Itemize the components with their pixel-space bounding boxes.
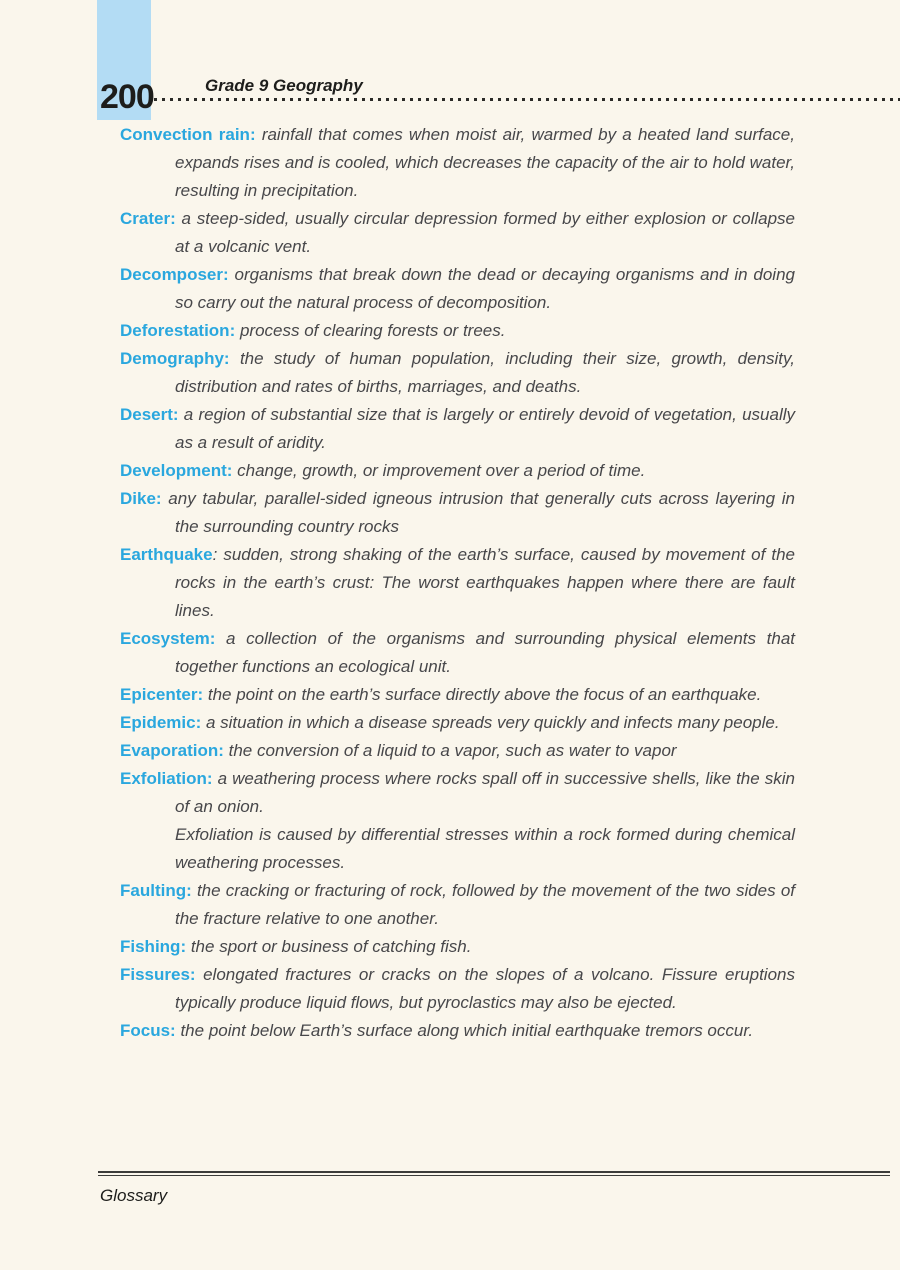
- glossary-entry: Faulting: the cracking or fracturing of rock, followed by the movement of the two sides of the fracture relative to one another.: [120, 881, 795, 928]
- glossary-entry: Decomposer: organisms that break down the dead or decaying organisms and in doing so carry out the natural process of decomposition.: [120, 265, 795, 312]
- glossary-entry: Deforestation: process of clearing forests or trees.: [120, 321, 506, 340]
- glossary-term: Focus:: [120, 1021, 176, 1040]
- glossary-entry: Evaporation: the conversion of a liquid to a vapor, such as water to vapor: [120, 741, 677, 760]
- glossary-term: Fissures:: [120, 965, 196, 984]
- page-title: Grade 9 Geography: [205, 76, 363, 95]
- glossary-term: Epidemic:: [120, 713, 202, 732]
- glossary-term: Evaporation:: [120, 741, 224, 760]
- glossary-entry: Dike: any tabular, parallel-sided igneous intrusion that generally cuts across layering in the surrounding country rocks: [120, 489, 795, 536]
- glossary-term: Earthquake: [120, 545, 213, 564]
- glossary-entry: Exfoliation: a weathering process where rocks spall off in successive shells, like the skin of an onion.: [120, 769, 795, 816]
- glossary-entry: Development: change, growth, or improvement over a period of time.: [120, 461, 646, 480]
- glossary-entry: Epicenter: the point on the earth’s surface directly above the focus of an earthquake.: [120, 685, 762, 704]
- glossary-entry: Demography: the study of human population, including their size, growth, density, distribution and rates of births, marriages, and deaths.: [120, 349, 795, 396]
- glossary-term: Epicenter:: [120, 685, 204, 704]
- glossary-term: Decomposer:: [120, 265, 229, 284]
- glossary-entry: Fissures: elongated fractures or cracks on the slopes of a volcano. Fissure eruptions typically produce liquid flows, but pyroclastics may also be ejected.: [120, 965, 795, 1012]
- glossary-term: Deforestation:: [120, 321, 236, 340]
- glossary-term: Exfoliation:: [120, 769, 213, 788]
- glossary-entry: Ecosystem: a collection of the organisms and surrounding physical elements that together functions an ecological unit.: [120, 629, 795, 676]
- glossary-list: [120, 121, 795, 1045]
- glossary-term: Fishing:: [120, 937, 187, 956]
- glossary-entry: Convection rain: rainfall that comes when moist air, warmed by a heated land surface, expands rises and is cooled, which decreases the capacity of the air to hold water, resulting in precipitation.: [120, 125, 795, 200]
- glossary-term: Crater:: [120, 209, 176, 228]
- header-dotted-rule: [154, 98, 900, 101]
- glossary-term: Development:: [120, 461, 233, 480]
- glossary-entry: Epidemic: a situation in which a disease spreads very quickly and infects many people.: [120, 713, 780, 732]
- glossary-entry: Focus: the point below Earth’s surface along which initial earthquake tremors occur.: [120, 1021, 754, 1040]
- glossary-entry: Desert: a region of substantial size that is largely or entirely devoid of vegetation, usually as a result of aridity.: [120, 405, 795, 452]
- glossary-term: Faulting:: [120, 881, 192, 900]
- glossary-term: Ecosystem:: [120, 629, 216, 648]
- glossary-entry-continuation: Exfoliation is caused by differential stresses within a rock formed during chemical weathering processes.: [175, 825, 795, 872]
- glossary-entry: Fishing: the sport or business of catching fish.: [120, 937, 472, 956]
- footer-rule: [98, 1171, 890, 1176]
- page-number: 200: [100, 78, 154, 116]
- glossary-term: Dike:: [120, 489, 162, 508]
- glossary-term: Desert:: [120, 405, 179, 424]
- glossary-entry: Crater: a steep-sided, usually circular depression formed by either explosion or collapse at a volcanic vent.: [120, 209, 795, 256]
- glossary-term: Demography:: [120, 349, 230, 368]
- glossary-entry: Earthquake: sudden, strong shaking of the earth’s surface, caused by movement of the rocks in the earth’s crust: The worst earthquakes happen where there are fault lines.: [120, 545, 795, 620]
- glossary-term: Convection rain:: [120, 125, 256, 144]
- footer-section-label: Glossary: [100, 1186, 168, 1205]
